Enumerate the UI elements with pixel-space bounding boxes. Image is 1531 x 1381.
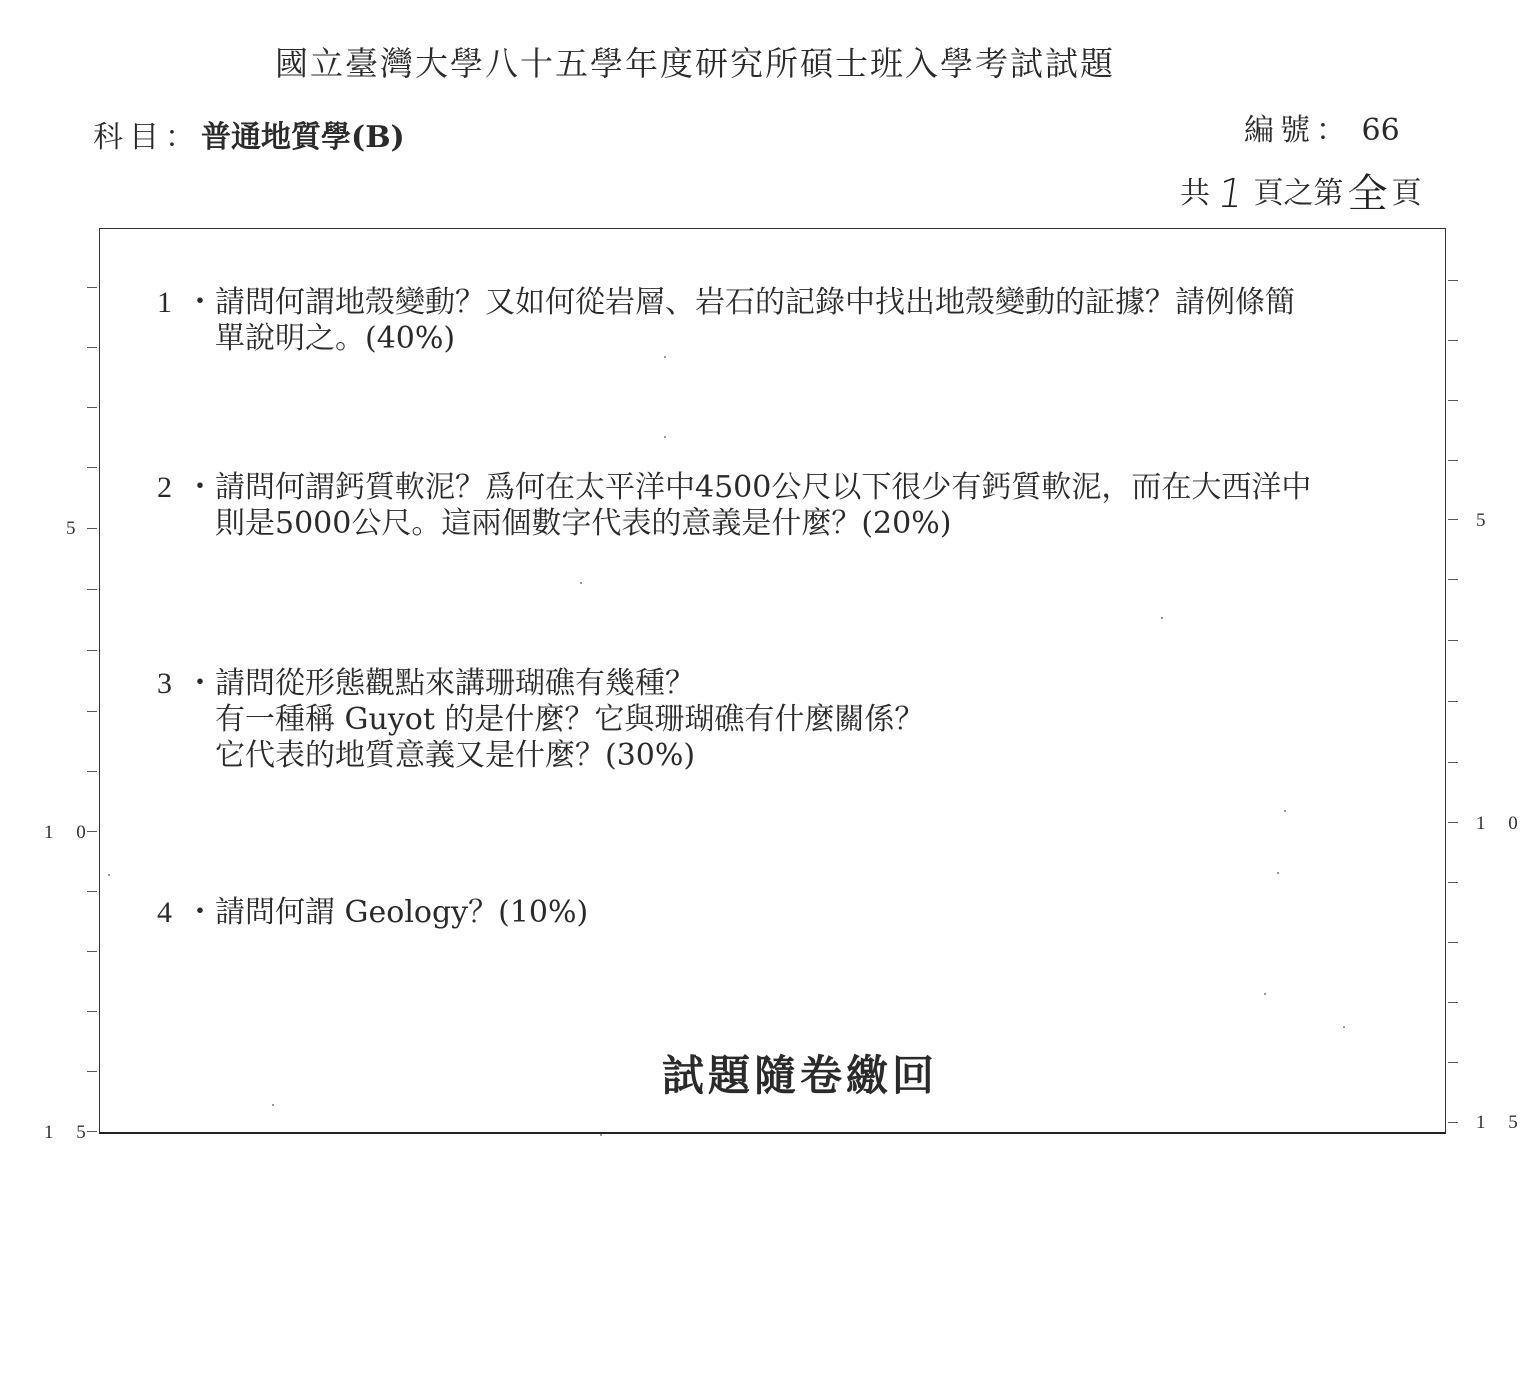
page-current-handwritten: 全: [1347, 171, 1388, 217]
ruler-tick: [87, 951, 97, 952]
serial-label: 編號：: [1244, 113, 1352, 148]
ruler-tick: [87, 771, 97, 772]
question-bullet: ・: [185, 895, 215, 930]
left-ruler-label-15: 1 5: [44, 1122, 95, 1143]
question-text: 請問從形態觀點來講珊瑚礁有幾種？: [215, 666, 695, 701]
ruler-tick: [1448, 942, 1458, 943]
page-count: [1180, 162, 1421, 219]
question-text: 請問何謂鈣質軟泥？爲何在太平洋中4500公尺以下很少有鈣質軟泥，而在大西洋中: [215, 470, 1312, 505]
question-number: 4: [157, 896, 172, 929]
page-total-handwritten: 1: [1214, 171, 1247, 217]
question-3-line-1: [157, 666, 924, 702]
question-text: 請問何謂地殼變動？又如何從岩層、岩石的記錄中找出地殼變動的証據？請例條簡: [215, 285, 1295, 320]
ruler-tick: [87, 650, 97, 651]
scan-speck: [1284, 810, 1286, 812]
scan-speck: [272, 1104, 274, 1106]
ruler-tick: [87, 407, 97, 408]
ruler-tick: [1448, 400, 1458, 401]
ruler-tick: [1448, 460, 1458, 461]
ruler-tick: [1448, 280, 1458, 281]
ruler-tick: [1448, 822, 1458, 823]
question-bullet: ・: [185, 285, 215, 320]
page-middle: 頁之第: [1253, 176, 1344, 211]
question-2-line-2: 則是5000公尺。這兩個數字代表的意義是什麼？(20%): [215, 506, 952, 541]
ruler-tick: [87, 1011, 97, 1012]
ruler-tick: [1448, 340, 1458, 341]
ruler-tick: [87, 467, 97, 468]
serial-value: 66: [1361, 113, 1400, 148]
ruler-tick: [1448, 1122, 1458, 1123]
serial-number: [1244, 105, 1400, 149]
question-number: 1: [157, 286, 172, 319]
scan-speck: [664, 356, 666, 358]
question-1: [157, 285, 1295, 357]
ruler-tick: [87, 711, 97, 712]
ruler-tick: [1448, 762, 1458, 763]
scan-speck: [580, 582, 582, 584]
return-paper-notice: 試題隨卷繳回: [662, 1051, 939, 1100]
question-4: [157, 895, 588, 931]
ruler-tick: [1448, 1062, 1458, 1063]
question-3-line-2: 有一種稱 Guyot 的是什麼？它與珊瑚礁有什麼關係？: [215, 702, 925, 737]
left-ruler-label-10: 1 0: [44, 822, 95, 843]
scan-speck: [1277, 872, 1279, 874]
scan-speck: [1343, 1026, 1345, 1028]
subject-label: 科目：: [93, 120, 201, 155]
ruler-tick: [87, 589, 97, 590]
question-bullet: ・: [185, 470, 215, 505]
question-2: [157, 470, 1311, 542]
question-number: 3: [157, 667, 172, 700]
question-1-line-2: 單說明之。(40%): [215, 321, 456, 356]
question-bullet: ・: [185, 666, 215, 701]
ruler-tick: [87, 528, 97, 529]
ruler-tick: [1448, 882, 1458, 883]
subject-value: 普通地質學(B): [201, 120, 405, 155]
left-ruler-label-5: 5: [66, 518, 85, 539]
question-2-line-1: [157, 470, 1311, 506]
ruler-tick: [1448, 640, 1458, 641]
exam-title: 國立臺灣大學八十五學年度研究所碩士班入學考試試題: [275, 44, 1115, 83]
ruler-tick: [1448, 1002, 1458, 1003]
ruler-tick: [87, 287, 97, 288]
scan-speck: [1264, 993, 1266, 995]
question-4-line-1: [157, 895, 588, 931]
right-ruler-label-10: 1 0: [1476, 813, 1527, 834]
right-ruler-label-15: 1 5: [1476, 1112, 1527, 1133]
scan-speck: [664, 436, 666, 438]
scan-speck: [1161, 617, 1163, 619]
ruler-tick: [87, 1071, 97, 1072]
ruler-tick: [87, 347, 97, 348]
question-1-line-1: [157, 285, 1295, 321]
question-3-line-3: 它代表的地質意義又是什麼？(30%): [215, 738, 696, 773]
scan-speck: [600, 1134, 602, 1136]
ruler-tick: [1448, 519, 1458, 520]
page-suffix: 頁: [1391, 176, 1422, 211]
ruler-tick: [1448, 701, 1458, 702]
right-ruler-label-5: 5: [1476, 510, 1495, 531]
ruler-tick: [1448, 579, 1458, 580]
question-text: 請問何謂 Geology？(10%): [215, 895, 589, 930]
page-prefix: 共: [1180, 176, 1210, 211]
question-3: [157, 666, 924, 774]
question-number: 2: [157, 471, 172, 504]
subject-line: [93, 112, 405, 156]
scan-speck: [108, 874, 110, 876]
ruler-tick: [87, 891, 97, 892]
